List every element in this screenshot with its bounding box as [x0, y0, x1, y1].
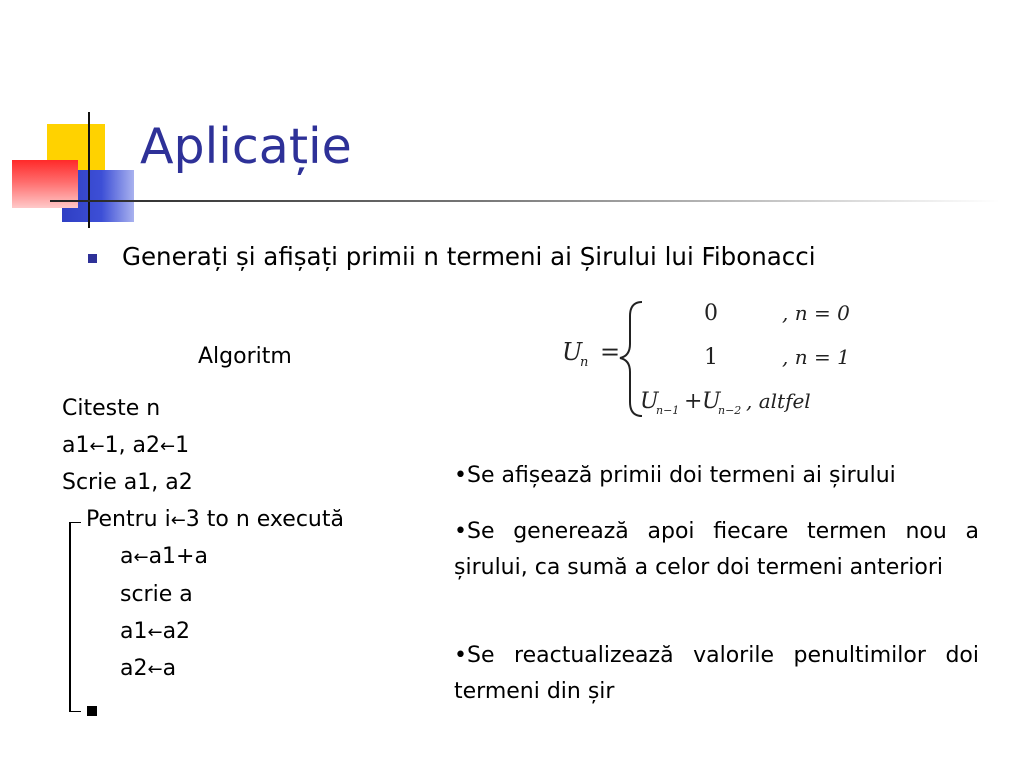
- formula-equals: =: [600, 338, 621, 366]
- formula-case-condition: , n = 0: [782, 301, 850, 325]
- slide-title: Aplicație: [140, 118, 352, 175]
- formula-case-condition: , n = 1: [782, 345, 850, 369]
- formula-case-value: U: [702, 389, 721, 414]
- bullet-item: [88, 242, 816, 271]
- formula-brace: [620, 302, 642, 416]
- algo-text: a2: [120, 656, 148, 681]
- left-arrow-icon: ←: [147, 622, 163, 643]
- left-arrow-icon: ←: [133, 547, 149, 568]
- note-paragraph: •Se reactualizează valorile penultimilor doi termeni din șir: [454, 643, 979, 704]
- formula-lhs: U: [562, 338, 583, 366]
- fibonacci-formula: [556, 294, 866, 424]
- algo-text: 1: [175, 433, 190, 458]
- left-arrow-icon: ←: [147, 659, 163, 680]
- algo-text: a1: [62, 433, 90, 458]
- formula-plus: +: [684, 389, 703, 414]
- note-paragraph: •Se afișează primii doi termeni ai șirului: [454, 463, 896, 488]
- algo-text: Citeste n: [62, 396, 161, 421]
- formula-lhs-sub: n: [580, 355, 589, 370]
- algorithm-heading: Algoritm: [198, 344, 292, 369]
- algo-text: 3 to n execută: [185, 507, 344, 532]
- left-arrow-icon: ←: [160, 436, 176, 457]
- formula-case-sub: n−1: [656, 404, 680, 417]
- left-arrow-icon: ←: [89, 436, 105, 457]
- algo-line: [120, 582, 193, 607]
- algo-line: [120, 544, 208, 569]
- note-paragraph: •Se generează apoi fiecare termen nou a șirului, ca sumă a celor doi termeni anteriori: [454, 519, 979, 580]
- algo-line: [62, 433, 189, 458]
- algo-text: 1, a2: [104, 433, 161, 458]
- formula-case-value: 0: [704, 301, 718, 326]
- algo-text: a1+a: [148, 544, 208, 569]
- formula-case-value: U: [640, 389, 659, 414]
- loop-bracket: [69, 522, 81, 712]
- algo-text: a: [120, 544, 134, 569]
- algo-line: [86, 507, 344, 532]
- algo-line: [120, 656, 176, 681]
- decor-vertical-line: [88, 112, 90, 228]
- algo-line: [62, 396, 160, 421]
- bullet-text: Generați și afișați primii n termeni ai Șirului lui Fibonacci: [122, 242, 816, 271]
- algo-line: [62, 470, 193, 495]
- left-arrow-icon: ←: [170, 510, 186, 531]
- algo-text: a2: [162, 619, 191, 644]
- algo-text: scrie a: [120, 582, 193, 607]
- title-underline: [50, 200, 1000, 202]
- algo-text: Scrie a1, a2: [62, 470, 193, 495]
- algo-text: a: [162, 656, 177, 681]
- formula-case-value: 1: [704, 345, 718, 370]
- formula-case-condition: , altfel: [746, 389, 811, 413]
- algo-line: [120, 619, 190, 644]
- algo-text: a1: [120, 619, 148, 644]
- algo-text: Pentru i: [86, 507, 171, 532]
- formula-case-sub: n−2: [718, 404, 742, 417]
- loop-end-square-icon: [87, 706, 97, 716]
- square-bullet-icon: [88, 254, 97, 263]
